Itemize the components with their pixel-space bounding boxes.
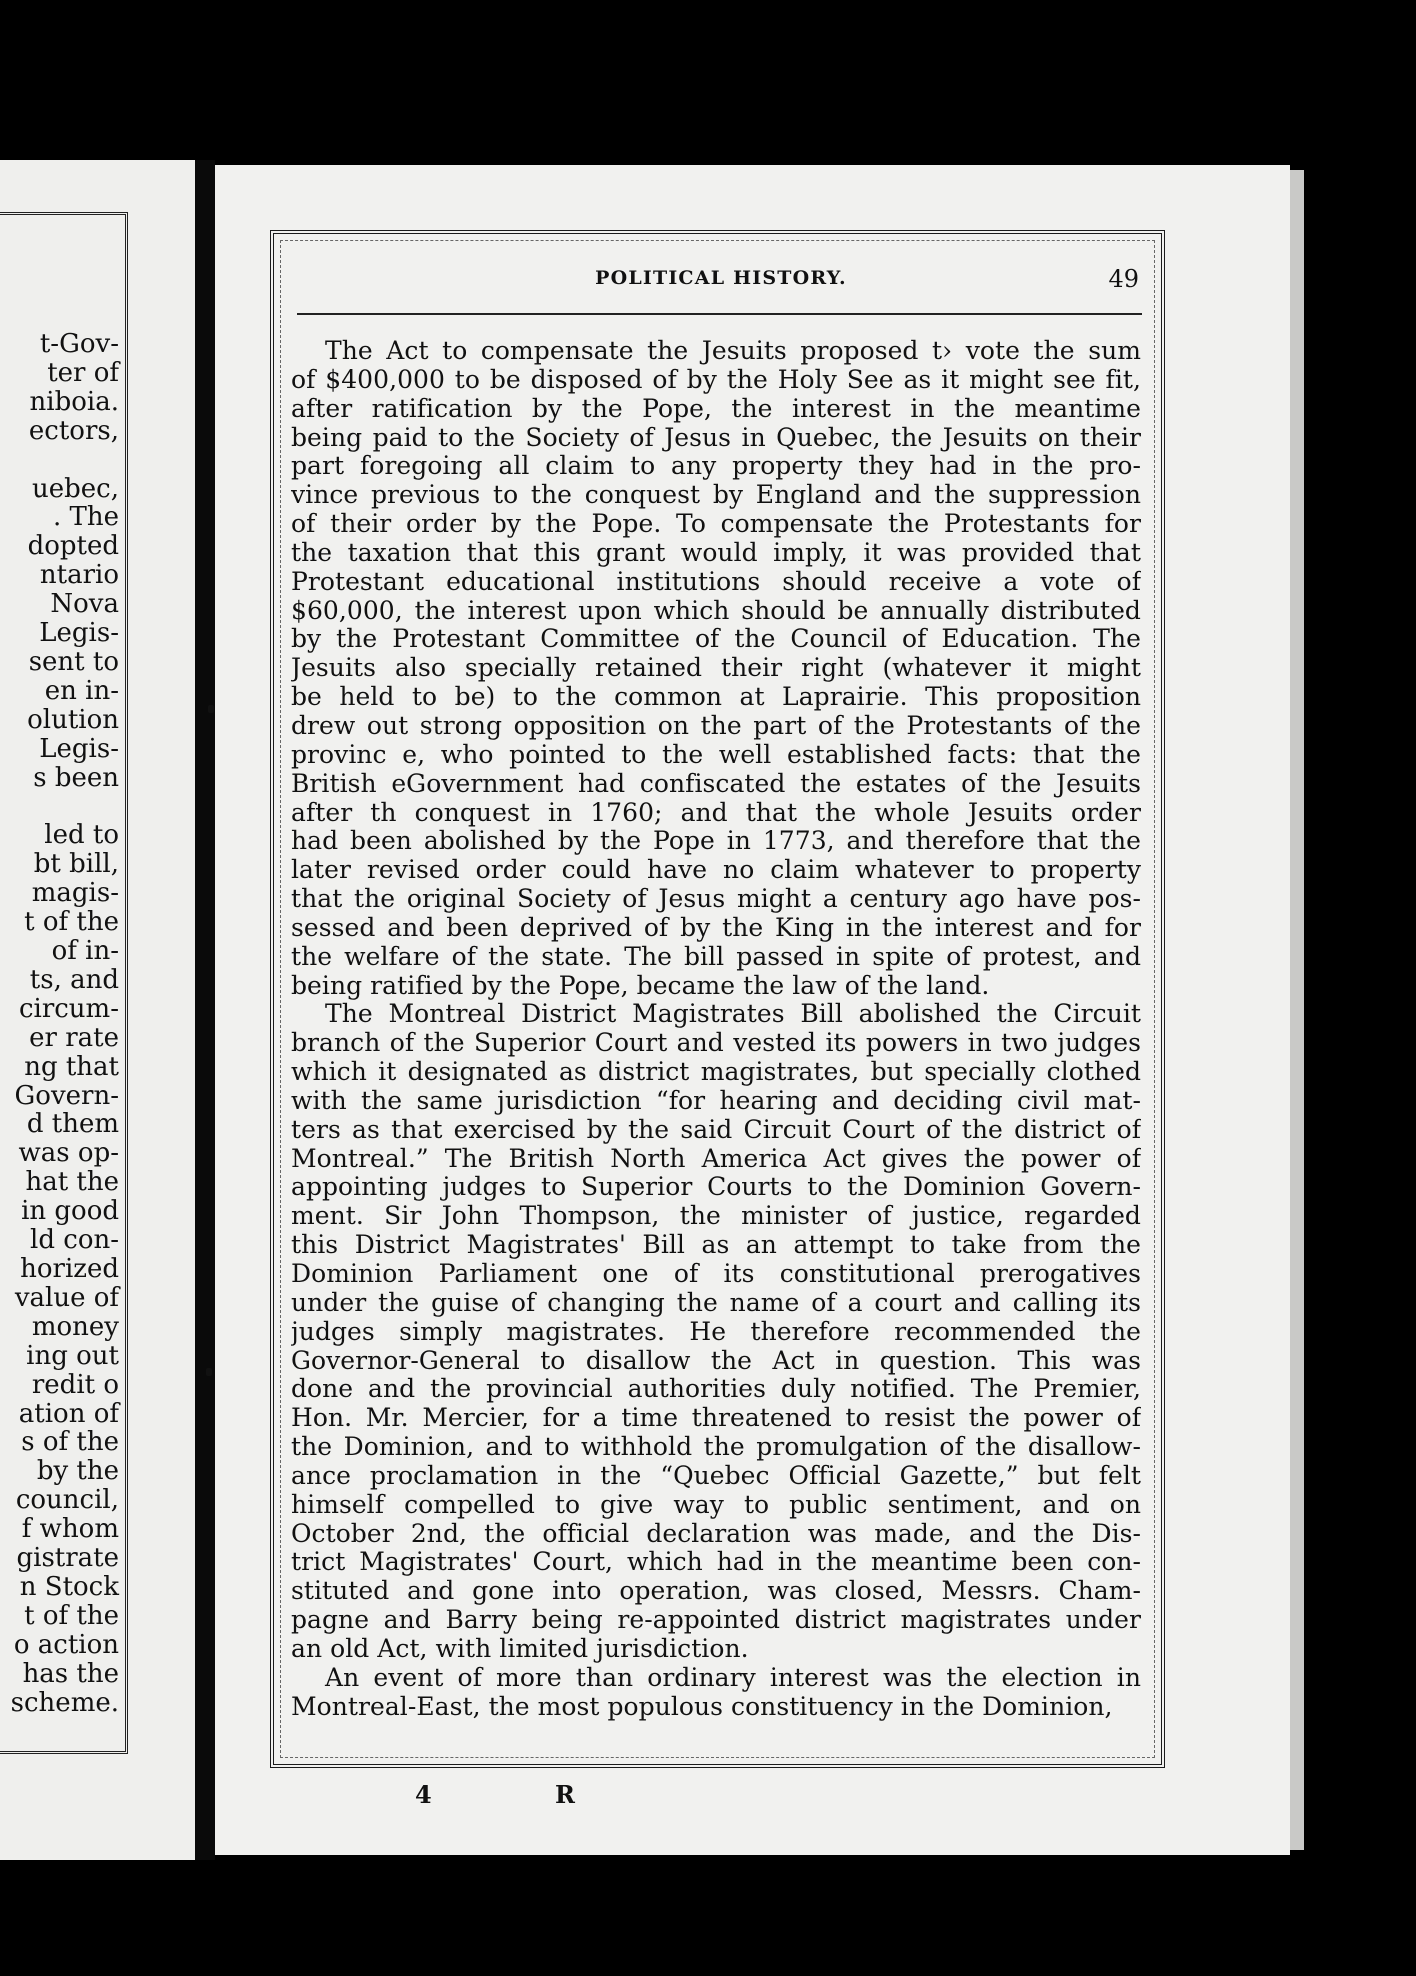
facing-page-line: value of	[14, 1282, 119, 1313]
facing-page-line: Govern-	[14, 1080, 119, 1111]
facing-page-line: s of the	[21, 1427, 119, 1458]
text-line: provinc e, who pointed to the well established facts: that the	[291, 740, 1141, 769]
facing-page-line: n Stock	[19, 1571, 119, 1602]
facing-page-line: hat the	[25, 1167, 119, 1198]
facing-page-line: niboia.	[29, 386, 119, 417]
text-line: of $400,000 to be disposed of by the Holy See as it might see fit,	[291, 365, 1141, 394]
text-line: part foregoing all claim to any property they had in the pro-	[291, 452, 1141, 481]
facing-page-line: . The	[52, 502, 119, 533]
facing-page-line: er rate	[29, 1022, 119, 1053]
facing-page-line: council,	[15, 1485, 119, 1516]
book-gutter	[195, 160, 215, 1860]
text-line: an old Act, with limited jurisdiction.	[291, 1634, 749, 1663]
text-line: British eGovernment had confiscated the estates of the Jesuits	[291, 769, 1141, 798]
text-line: of their order by the Pope. To compensate the Protestants for	[291, 510, 1141, 539]
facing-page-line: sent to	[28, 646, 119, 677]
facing-page-line: horized	[20, 1254, 119, 1284]
facing-page-line: d them	[26, 1109, 119, 1140]
facing-page-line: redit o	[31, 1369, 119, 1400]
facing-page-line: en in-	[44, 675, 119, 706]
text-line: after ratification by the Pope, the interest in the meantime	[291, 394, 1141, 423]
facing-page-line: uebec,	[32, 473, 119, 504]
ink-speck	[206, 1368, 212, 1376]
text-line: that the original Society of Jesus might a century ago have pos-	[291, 885, 1141, 914]
text-line: Protestant educational institutions should receive a vote of	[291, 567, 1141, 596]
signature-mark	[415, 1780, 575, 1809]
text-line: this District Magistrates' Bill as an attempt to take from the	[291, 1231, 1141, 1260]
facing-page-line: money	[31, 1311, 119, 1342]
text-line: ters as that exercised by the said Circuit Court of the district of	[291, 1115, 1141, 1144]
text-line: the taxation that this grant would imply, it was provided that	[291, 538, 1141, 567]
text-line: drew out strong opposition on the part of the Protestants of the	[291, 711, 1141, 740]
text-line: vince previous to the conquest by England and the suppression	[291, 481, 1141, 510]
text-line: judges simply magistrates. He therefore recommended the	[291, 1317, 1141, 1346]
text-line: under the guise of changing the name of a court and calling its	[291, 1288, 1141, 1317]
signature-letter: R	[555, 1780, 575, 1809]
facing-page-line: has the	[22, 1658, 119, 1689]
body-text	[291, 337, 1141, 1722]
text-line: Montreal.” The British North America Act gives the power of	[291, 1144, 1141, 1173]
facing-page-line: bt bill,	[33, 849, 119, 880]
text-line: by the Protestant Committee of the Council of Education. The	[291, 625, 1141, 654]
signature-number: 4	[415, 1780, 432, 1809]
facing-page-line: in good	[21, 1196, 119, 1227]
facing-page-line: dopted	[27, 531, 119, 562]
text-line: pagne and Barry being re-appointed district magistrates under	[291, 1606, 1141, 1635]
text-line: Jesuits also specially retained their right (whatever it might	[291, 654, 1141, 683]
text-line: which it designated as district magistrates, but specially clothed	[291, 1058, 1141, 1087]
ink-speck	[208, 705, 214, 713]
text-line: done and the provincial authorities duly notified. The Premier,	[291, 1375, 1141, 1404]
text-line: trict Magistrates' Court, which had in the meantime been con-	[291, 1548, 1141, 1577]
text-line: after th conquest in 1760; and that the whole Jesuits order	[291, 798, 1141, 827]
facing-page-line: ts, and	[29, 964, 119, 995]
facing-page-line: scheme.	[10, 1687, 119, 1718]
page-edge	[1290, 170, 1304, 1850]
facing-page-line: Legis-	[39, 618, 119, 649]
facing-page	[0, 160, 195, 1860]
facing-page-text	[0, 330, 119, 1718]
text-line: being paid to the Society of Jesus in Quebec, the Jesuits on their	[291, 423, 1141, 452]
facing-page-line	[0, 793, 119, 822]
header-rule	[297, 313, 1142, 315]
text-line: had been abolished by the Pope in 1773, and therefore that the	[291, 827, 1141, 856]
text-line: branch of the Superior Court and vested its powers in two judges	[291, 1029, 1141, 1058]
facing-page-line: olution	[27, 704, 119, 735]
facing-page-line: circum-	[18, 993, 119, 1024]
page-number: 49	[1108, 265, 1139, 293]
facing-page-line: ld con-	[30, 1225, 119, 1256]
facing-page-line: by the	[36, 1456, 119, 1487]
text-line: the Dominion, and to withhold the promulgation of the disallow-	[291, 1433, 1141, 1462]
text-line: later revised order could have no claim whatever to property	[291, 856, 1141, 885]
facing-page-line: f whom	[21, 1514, 119, 1545]
facing-page-line: Legis-	[39, 733, 119, 764]
facing-page-line: ation of	[18, 1398, 119, 1429]
facing-page-line: Nova	[50, 589, 119, 620]
running-head	[297, 267, 1145, 297]
text-line: October 2nd, the official declaration was made, and the Dis-	[291, 1519, 1141, 1548]
text-line: Dominion Parliament one of its constitutional prerogatives	[291, 1260, 1141, 1288]
facing-page-line: magis-	[31, 878, 119, 909]
text-line: being ratified by the Pope, became the law of the land.	[291, 971, 990, 1000]
facing-page-line: t of the	[24, 907, 119, 938]
text-line: be held to be) to the common at Laprairie. This proposition	[291, 683, 1141, 712]
text-line: stituted and gone into operation, was closed, Messrs. Cham-	[291, 1577, 1141, 1606]
facing-page-line: ter of	[47, 357, 119, 388]
facing-page-line: of in-	[51, 936, 119, 967]
facing-page-line: t of the	[24, 1600, 119, 1631]
facing-page-line: gistrate	[16, 1543, 119, 1574]
book-page	[215, 165, 1290, 1855]
facing-page-line	[0, 446, 119, 475]
facing-page-line: led to	[44, 820, 119, 851]
facing-page-line: ng that	[24, 1051, 119, 1082]
text-line: Hon. Mr. Mercier, for a time threatened to resist the power of	[291, 1404, 1141, 1433]
text-line: the welfare of the state. The bill passed in spite of protest, and	[291, 942, 1141, 971]
facing-page-line: t-Gov-	[39, 329, 119, 359]
facing-page-line: was op-	[18, 1138, 119, 1169]
text-line: appointing judges to Superior Courts to the Dominion Govern-	[291, 1173, 1141, 1202]
text-line: The Act to compensate the Jesuits proposed t› vote the sum	[325, 337, 1141, 365]
text-line: ment. Sir John Thompson, the minister of justice, regarded	[291, 1202, 1141, 1231]
text-line: $60,000, the interest upon which should be annually distributed	[291, 596, 1141, 625]
facing-page-line: s been	[33, 762, 119, 793]
facing-page-line: ntario	[39, 560, 119, 591]
facing-page-line: ectors,	[28, 415, 119, 446]
text-line: with the same jurisdiction “for hearing and deciding civil mat-	[291, 1086, 1141, 1115]
text-line: The Montreal District Magistrates Bill abolished the Circuit	[325, 1000, 1141, 1029]
text-line: ance proclamation in the “Quebec Official Gazette,” but felt	[291, 1461, 1141, 1490]
facing-page-line: ing out	[26, 1340, 119, 1371]
text-line: himself compelled to give way to public sentiment, and on	[291, 1490, 1141, 1519]
facing-page-line: o action	[13, 1629, 119, 1660]
text-line: sessed and been deprived of by the King in the interest and for	[291, 913, 1141, 942]
text-line: Montreal-East, the most populous constituency in the Dominion,	[291, 1692, 1113, 1721]
text-line: An event of more than ordinary interest was the election in	[325, 1663, 1141, 1692]
text-line: Governor-General to disallow the Act in question. This was	[291, 1346, 1141, 1375]
running-title: POLITICAL HISTORY.	[595, 267, 847, 289]
